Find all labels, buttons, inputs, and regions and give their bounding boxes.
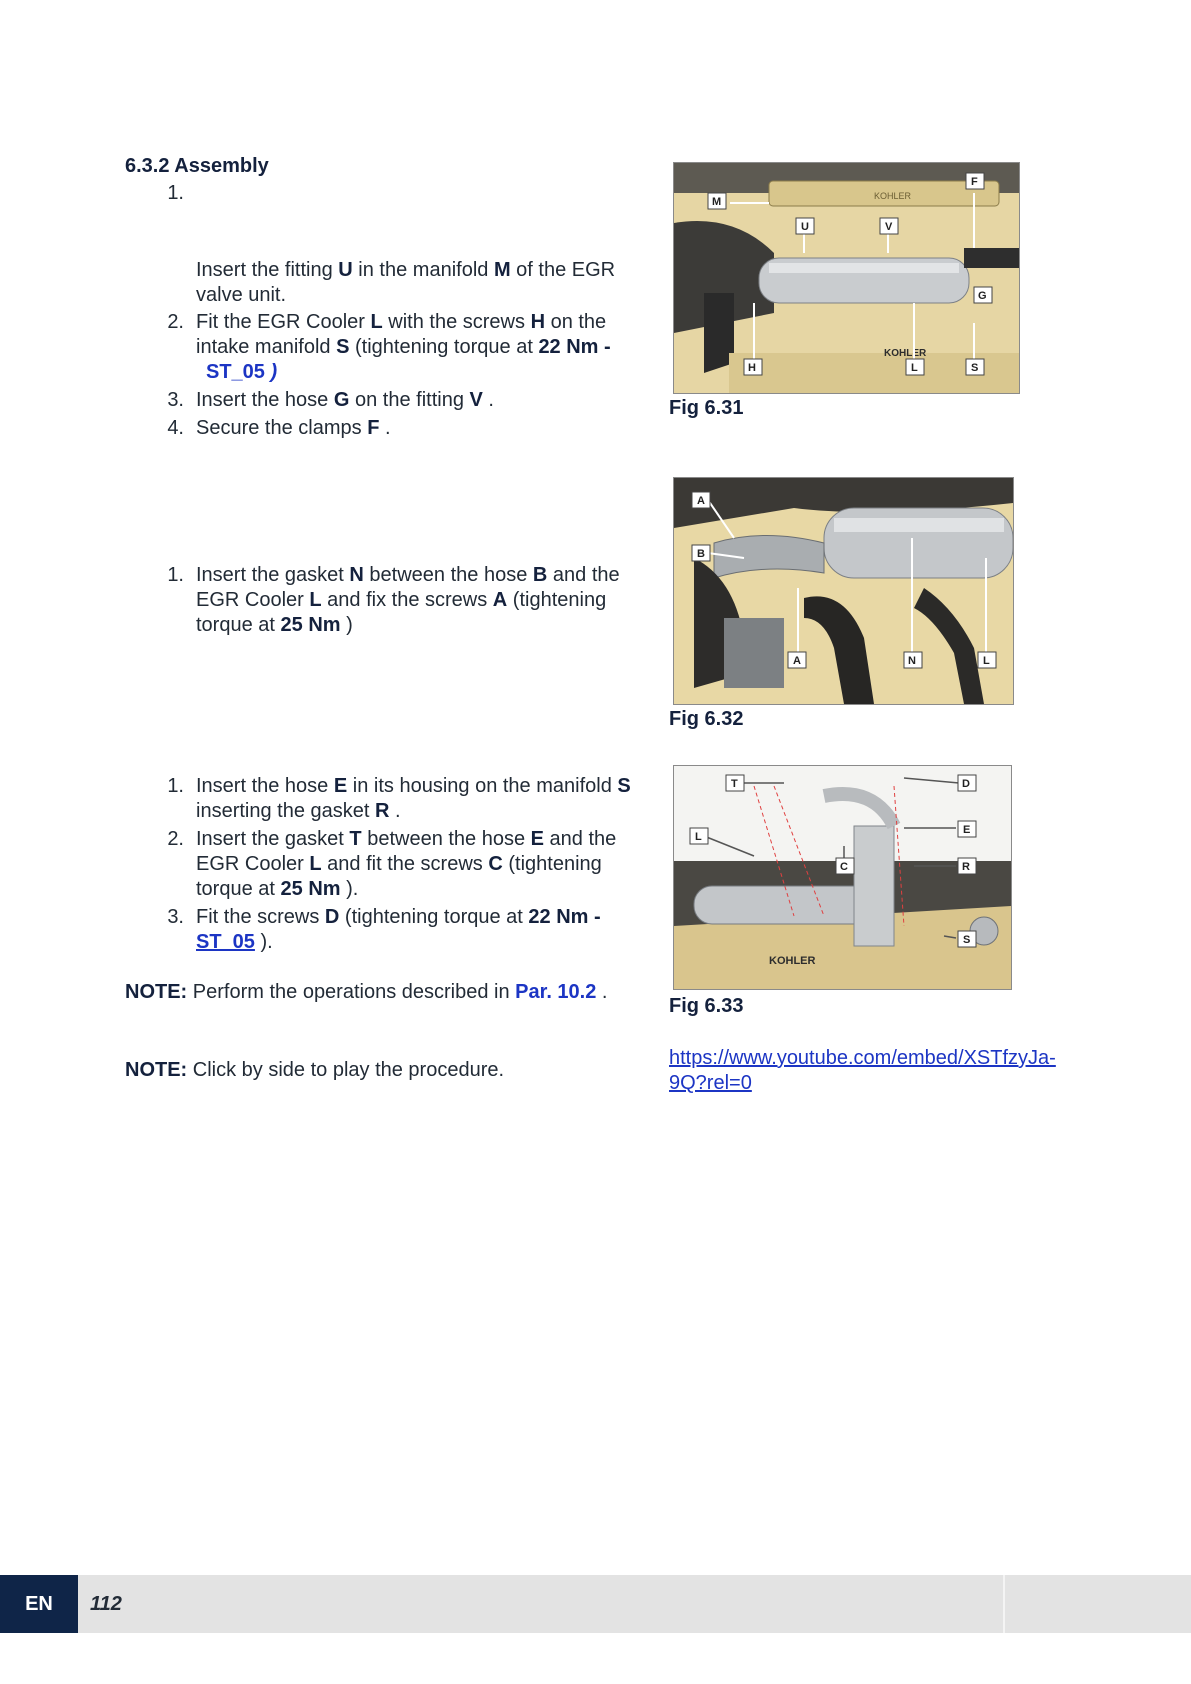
video-link-container xyxy=(669,1046,1089,1096)
step-number: 1. xyxy=(167,775,184,797)
step-number: 1. xyxy=(167,182,184,204)
step-text: Insert the hose E in its housing on the manifold S inserting the gasket R . xyxy=(196,775,631,822)
callout-label: A xyxy=(697,495,705,507)
note-operations: NOTE: Perform the operations described in Par. 10.2 . xyxy=(125,981,608,1003)
callout-label: D xyxy=(962,778,970,790)
callout-label: L xyxy=(911,362,918,374)
callout-label: L xyxy=(983,655,990,667)
st05-link[interactable]: ST_05 xyxy=(196,931,255,953)
svg-text:KOHLER: KOHLER xyxy=(874,191,912,201)
step-number: 4. xyxy=(167,417,184,439)
step-text: Insert the fitting U in the manifold M of the EGR valve unit. xyxy=(196,259,616,306)
assembly-steps-block-3 xyxy=(160,774,640,954)
step-number: 1. xyxy=(167,564,184,586)
footer-divider xyxy=(1003,1575,1005,1633)
page-number: 112 xyxy=(90,1592,122,1615)
footer-language: EN xyxy=(0,1575,78,1633)
callout-label: H xyxy=(748,362,756,374)
step-number: 2. xyxy=(167,828,184,850)
callout-label: V xyxy=(885,221,893,233)
callout-label: E xyxy=(963,824,971,836)
callout-label: B xyxy=(697,548,705,560)
step-text: Secure the clamps F . xyxy=(196,417,391,439)
figure-caption: Fig 6.32 xyxy=(669,708,744,730)
step-text: Fit the EGR Cooler L with the screws H on the intake manifold S (tightening torque at 22 Nm - ST_05 ) xyxy=(196,311,611,383)
step-number: 3. xyxy=(167,906,184,928)
step-text: Insert the gasket N between the hose B and the EGR Cooler L and fix the screws A (tightening torque at 25 Nm ) xyxy=(196,564,620,636)
callout-label: L xyxy=(695,831,702,843)
callout-label: C xyxy=(840,861,848,873)
figure-caption: Fig 6.31 xyxy=(669,397,744,419)
svg-text:KOHLER: KOHLER xyxy=(884,348,927,359)
st05-link[interactable]: ST_05 xyxy=(206,361,265,383)
svg-text:KOHLER: KOHLER xyxy=(769,955,816,967)
callout-label: A xyxy=(793,655,801,667)
callout-label: T xyxy=(731,778,738,790)
section-title: 6.3.2 Assembly xyxy=(125,155,269,177)
assembly-steps-block-1 xyxy=(160,181,640,441)
callout-label: M xyxy=(712,196,722,208)
note-video: NOTE: Click by side to play the procedure. xyxy=(125,1059,505,1081)
video-link[interactable]: https://www.youtube.com/embed/XSTfzyJa- 9Q?rel=0 xyxy=(669,1047,1056,1094)
callout-label: U xyxy=(801,221,809,233)
footer-bar xyxy=(0,1575,1191,1633)
step-text: Insert the hose G on the fitting V . xyxy=(196,389,494,411)
step-number: 2. xyxy=(167,311,184,333)
figure-6-31 xyxy=(673,162,1020,394)
callout-label: N xyxy=(908,655,916,667)
figure-caption: Fig 6.33 xyxy=(669,995,744,1017)
callout-label: S xyxy=(971,362,979,374)
callout-label: R xyxy=(962,861,970,873)
callout-label: G xyxy=(978,290,987,302)
figure-6-33 xyxy=(673,765,1012,990)
step-text: Fit the screws D (tightening torque at 22 Nm - ST_05 ). xyxy=(196,906,601,953)
step-number: 3. xyxy=(167,389,184,411)
assembly-steps-block-2 xyxy=(160,563,640,653)
callout-label: S xyxy=(963,934,971,946)
callout-label: F xyxy=(971,176,978,188)
step-text: Insert the gasket T between the hose E and the EGR Cooler L and fit the screws C (tightening torque at 25 Nm ). xyxy=(196,828,617,900)
figure-6-32 xyxy=(673,477,1014,705)
par-10-2-link[interactable]: Par. 10.2 xyxy=(515,981,597,1003)
